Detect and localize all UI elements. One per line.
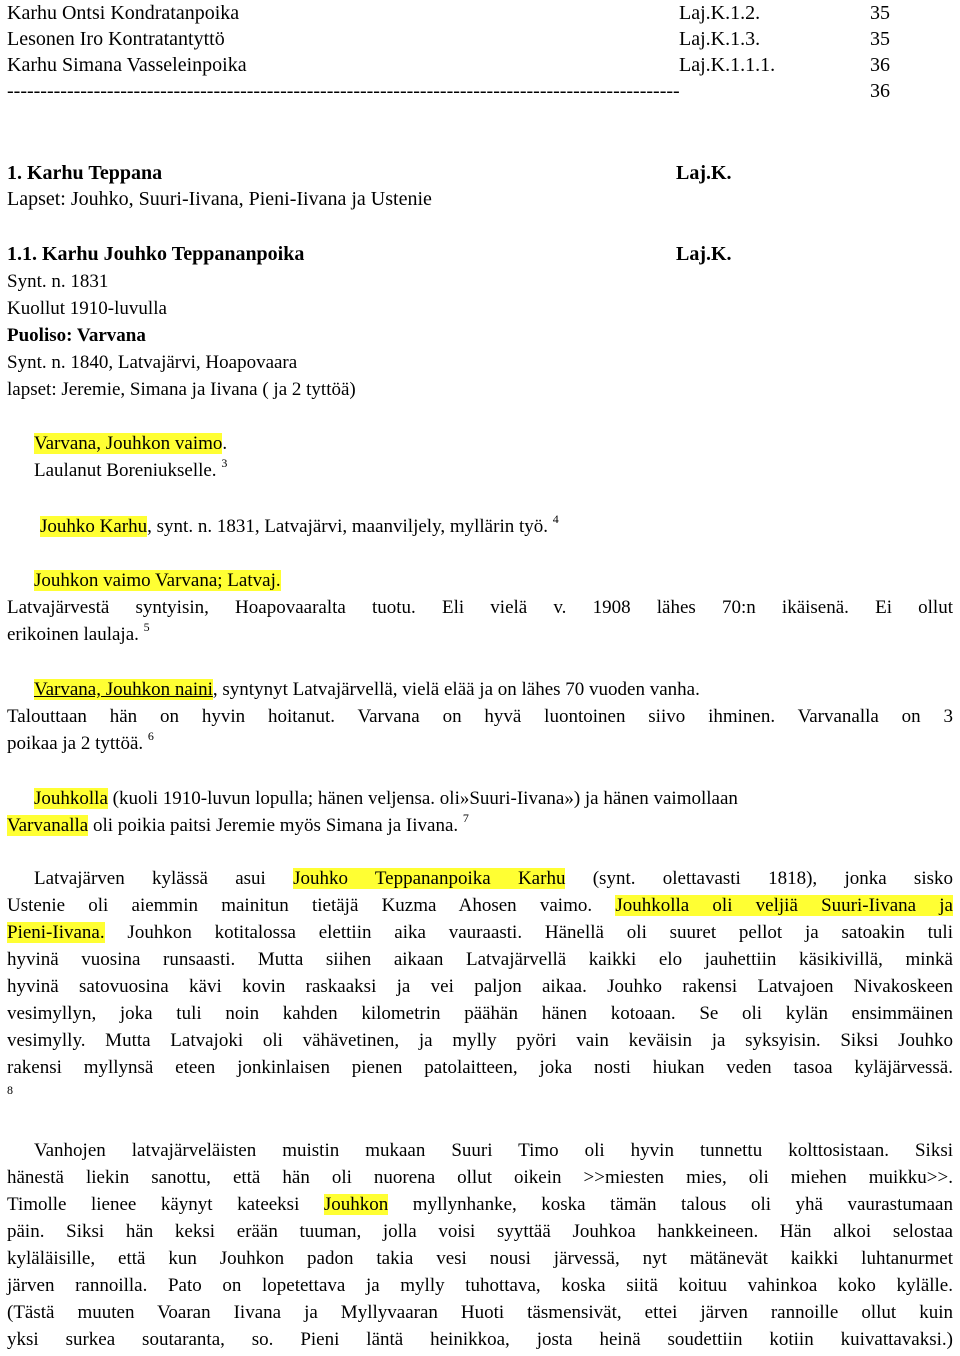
person-name: Karhu Ontsi Kondratanpoika (7, 2, 240, 24)
note-6-line: Varvana, Jouhkon naini, syntynyt Latvajärvellä, vielä elää ja on lähes 70 vuoden vanha. (34, 679, 700, 700)
page-number: 35 (870, 28, 890, 50)
highlighted-name: Jouhko Teppananpoika Karhu (293, 868, 566, 889)
footnote-ref: 5 (143, 620, 150, 634)
footnote-ref: 3 (221, 456, 228, 470)
paragraph-2-line: Vanhojen latvajärveläisten muistin mukaan Suuri Timo oli hyvin tunnettu kolttosistaan. Siksi (34, 1140, 953, 1161)
highlighted-name: Jouhkon vaimo Varvana; Latvaj. (34, 570, 281, 591)
footnote-ref: 4 (552, 512, 559, 526)
entry-children: Lapset: Jouhko, Suuri-Iivana, Pieni-Iivana ja Ustenie (7, 188, 432, 210)
note-6-line: Talouttaan hän on hyvin hoitanut. Varvana on hyvä luontoinen siivo ihminen. Varvanalla on 3 (7, 706, 953, 727)
note-3-line: Varvana, Jouhkon vaimo. (34, 433, 228, 454)
highlighted-name: Varvanalla (7, 815, 89, 836)
page-number: 35 (870, 2, 890, 24)
paragraph-2-line: järven rannoilla. Pato on lopetettava ja mylly tuhottava, koska siitä koituu vahinkoa koko kylälle. (7, 1275, 953, 1296)
children-info: lapset: Jeremie, Simana ja Iivana ( ja 2 tyttöä) (7, 379, 356, 400)
paragraph-1-line: vesimyllyn, joka tuli noin kahden kilometrin päähän hänen kotoaan. Se oli kylän ensimmäinen (7, 1003, 953, 1024)
note-7-line: Varvanalla oli poikia paitsi Jeremie myös Simana ja Iivana. $^7$ (7, 811, 469, 836)
entry-code: Laj.K. (676, 243, 732, 265)
note-6-line: poikaa ja 2 tyttöä. $^6$ (7, 729, 154, 754)
birth-info: Synt. n. 1831 (7, 271, 109, 292)
page-number: 36 (870, 80, 890, 102)
record-code: Laj.K.1.2. (679, 2, 761, 24)
paragraph-1-line: Pieni-Iivana. Jouhkon kotitalossa elettiin aika vauraasti. Hänellä oli suuret pellot ja satoakin tuli (7, 922, 953, 943)
paragraph-1-line: Ustenie oli aiemmin mainitun tietäjä Kuzma Ahosen vaimo. Jouhkolla oli veljiä Suuri-Iivana ja (7, 895, 953, 916)
person-name: Karhu Simana Vasseleinpoika (7, 54, 247, 76)
highlighted-name: Varvana, Jouhkon naini (34, 679, 213, 700)
footnote-ref: 6 (147, 729, 154, 743)
spouse-heading: Puoliso: Varvana (7, 325, 146, 346)
paragraph-2-line: yksi surkea soutaranta, so. Pieni läntä heinikkoa, josta heinä soudettiin kotiin kuivattavaksi.) (7, 1329, 953, 1350)
paragraph-1-line: rakensi myllynsä eteen jonkinlaisen pienen patolaitteen, joka nosti hiukan veden tasoa kyläjärvessä. (7, 1057, 953, 1078)
page-number: 36 (870, 54, 890, 76)
note-5-line: Latvajärvestä syntyisin, Hoapovaaralta tuotu. Eli vielä v. 1908 lähes 70:n ikäisenä. Ei ollut (7, 597, 953, 618)
paragraph-2-line: päin. Siksi hän keksi erään tuuman, jolla voisi syyttää Jouhkoa hankkeineen. Hän alkoi selostaa (7, 1221, 953, 1242)
spouse-birth-info: Synt. n. 1840, Latvajärvi, Hoapovaara (7, 352, 298, 373)
highlighted-text: Jouhkolla oli veljiä Suuri-Iivana ja (615, 895, 953, 916)
entry-title: 1.1. Karhu Jouhko Teppananpoika (7, 243, 305, 265)
paragraph-1-line: hyvinä satovuosina kävi kovin raskaaksi ja vei paljon aikaa. Jouhko rakensi Latvajoen Nivakoskeen (7, 976, 953, 997)
record-code: Laj.K.1.1.1. (679, 54, 776, 76)
highlighted-name: Jouhkon (323, 1194, 389, 1215)
paragraph-1-line: hyvinä vuosina runsaasti. Mutta siihen aikaan Latvajärvellä kaikki elo jauhettiin käsikivillä, minkä (7, 949, 953, 970)
footnote-ref: 8 (7, 1083, 13, 1097)
record-code: Laj.K.1.3. (679, 28, 761, 50)
highlighted-name: Varvana, Jouhkon vaimo (34, 433, 223, 454)
death-info: Kuollut 1910-luvulla (7, 298, 167, 319)
paragraph-2-line: kyläläisille, että kun Jouhkon padon takia vesi nousi järvessä, nyt mätänevät kaikki luhtanurmet (7, 1248, 953, 1269)
paragraph-2-line: Timolle lienee käynyt kateeksi Jouhkon myllynhanke, koska tämän talous oli yhä vaurastumaan (7, 1194, 953, 1215)
person-name: Lesonen Iro Kontratantyttö (7, 28, 225, 50)
note-3-line: Laulanut Boreniukselle. $^3$ (34, 456, 228, 481)
dash-separator: ----------------------------------------------------------------------------------------------------- (7, 80, 680, 102)
highlighted-name: Jouhko Karhu (40, 516, 148, 537)
note-7-line: Jouhkolla (kuoli 1910-luvun lopulla; hänen veljensa. oli»Suuri-Iivana») ja hänen vaimollaan (34, 788, 738, 809)
entry-code: Laj.K. (676, 162, 732, 184)
highlighted-text: Pieni-Iivana. (7, 922, 105, 943)
highlighted-name: Jouhkolla (34, 788, 108, 809)
paragraph-2-line: (Tästä muuten Voaran Iivana ja Myllyvaaran Huoti täsmensivät, ettei järven rannoille ollut kuin (7, 1302, 953, 1323)
paragraph-1-line: vesimylly. Mutta Latvajoki oli vähävetinen, ja mylly pyöri vain keväisin ja syksyisin. Siksi Jouhko (7, 1030, 953, 1051)
note-5-line: erikoinen laulaja. $^5$ (7, 620, 150, 645)
paragraph-2-line: hänestä liekin sanottu, että hän oli nuorena ollut oikein >>miesten mies, oli miehen muikku>>. (7, 1167, 953, 1188)
note-4-line: Jouhko Karhu, synt. n. 1831, Latvajärvi, maanviljely, myllärin työ. $^4$ (40, 512, 559, 537)
note-5-line (34, 568, 281, 594)
entry-title: 1. Karhu Teppana (7, 162, 163, 184)
paragraph-1-line: Latvajärven kylässä asui Jouhko Teppananpoika Karhu (synt. olettavasti 1818), jonka sisko (34, 868, 953, 889)
footnote-ref: 7 (462, 811, 469, 825)
